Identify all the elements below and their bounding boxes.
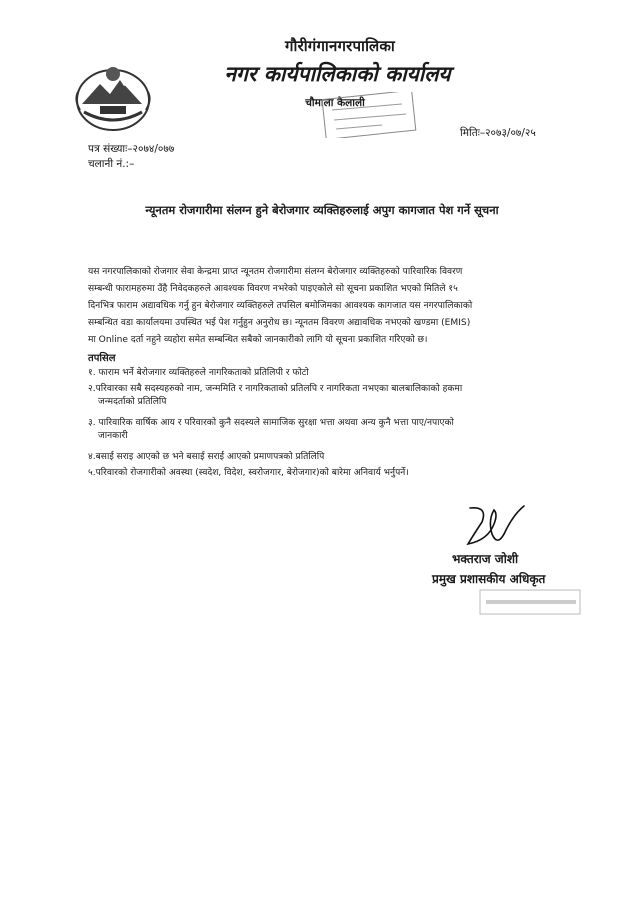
nepal-emblem-icon: [70, 62, 156, 134]
notice-body: [88, 264, 588, 349]
list-item: [88, 465, 409, 478]
list-item-text: २.परिवारका सबै सदस्यहरुको नाम, जन्ममिति र नागरिकताको प्रतिलपि र नागरिकता नभएका बालबालिकाको हकमा: [88, 384, 463, 394]
office-received-stamp-icon: [322, 92, 432, 138]
list-item-text: ३. पारिवारिक वार्षिक आय र परिवारको कुनै सदस्यले सामाजिक सुरक्षा भत्ता अथवा अन्य कुनै भत्ता पाए/नपाएको: [88, 418, 454, 428]
list-item: [88, 415, 454, 441]
body-line: दिनभित्र फाराम अद्यावधिक गर्नु हुन बेरोजगार व्यक्तिहरुले तपसिल बमोजिमका आवश्यक कागजात यस नगरपालिकाको: [88, 301, 473, 311]
list-item-text: ४.बसाई सराइ आएको छ भने बसाई सराई आएको प्रमाणपत्रको प्रतिलिपि: [88, 452, 325, 462]
office-name: नगर कार्यपालिकाको कार्यालय: [224, 62, 451, 86]
body-line: मा Online दर्ता नहुने व्यहोरा समेत सम्बन्धित सबैको जानकारीको लागि यो सूचना प्रकाशित गरिएको छ।: [88, 335, 428, 345]
letter-number: पत्र संख्याः–२०७४/०७७: [88, 143, 175, 155]
letter-date: मितिः–२०७३/०७/२५: [460, 127, 536, 139]
signatory-title: प्रमुख प्रशासकीय अधिकृत: [432, 572, 546, 586]
list-item: [88, 449, 324, 462]
list-item-text: ५.परिवारको रोजगारीको अवस्था (स्वदेश, विदेश, स्वरोजगार, बेरोजगार)को बारेमा अनिवार्य भर्नुपर्ने।: [88, 468, 409, 478]
body-line: सम्बन्धी फारामहरुमा उँहै निवेदकहरुले आवश्यक विवरण नभरेको पाइएकोले सो सूचना प्रकाशित भएको मितिले १५: [88, 284, 458, 294]
list-item: [88, 365, 309, 378]
list-item-continuation: जन्मदर्ताको प्रतिलिपि: [98, 397, 167, 407]
notice-subject: न्यूनतम रोजगारीमा संलग्न हुने बेरोजगार व्यक्तिहरुलाई अपुग कागजात पेश गर्ने सूचना: [145, 203, 499, 217]
list-item-continuation: जानकारी: [98, 431, 128, 441]
office-location: चौमाला कैलाली: [305, 97, 365, 109]
signatory-name: भक्तराज जोशी: [452, 552, 519, 566]
list-item: [88, 381, 462, 407]
dispatch-number: चलानी नं.:–: [88, 158, 135, 170]
municipality-name: गौरीगंगानगरपालिका: [285, 37, 395, 55]
body-line: सम्बन्धित वडा कार्यालयमा उपस्थित भई पेश गर्नुहुन अनुरोध छ। न्यूनतम विवरण अद्यावधिक नभएको खण्डमा (EMIS): [88, 318, 471, 328]
body-line: यस नगरपालिकाको रोजगार सेवा केन्द्रमा प्राप्त न्यूनतम रोजगारीमा संलग्न बेरोजगार व्यक्तिहरुको पारिवारिक विवरण: [88, 267, 463, 277]
list-item-text: १. फाराम भर्ने बेरोजगार व्यक्तिहरुले नागरिकताको प्रतिलिपी र फोटो: [88, 368, 309, 378]
designation-seal-icon: [478, 586, 586, 618]
list-heading: तपसिल: [88, 353, 116, 364]
